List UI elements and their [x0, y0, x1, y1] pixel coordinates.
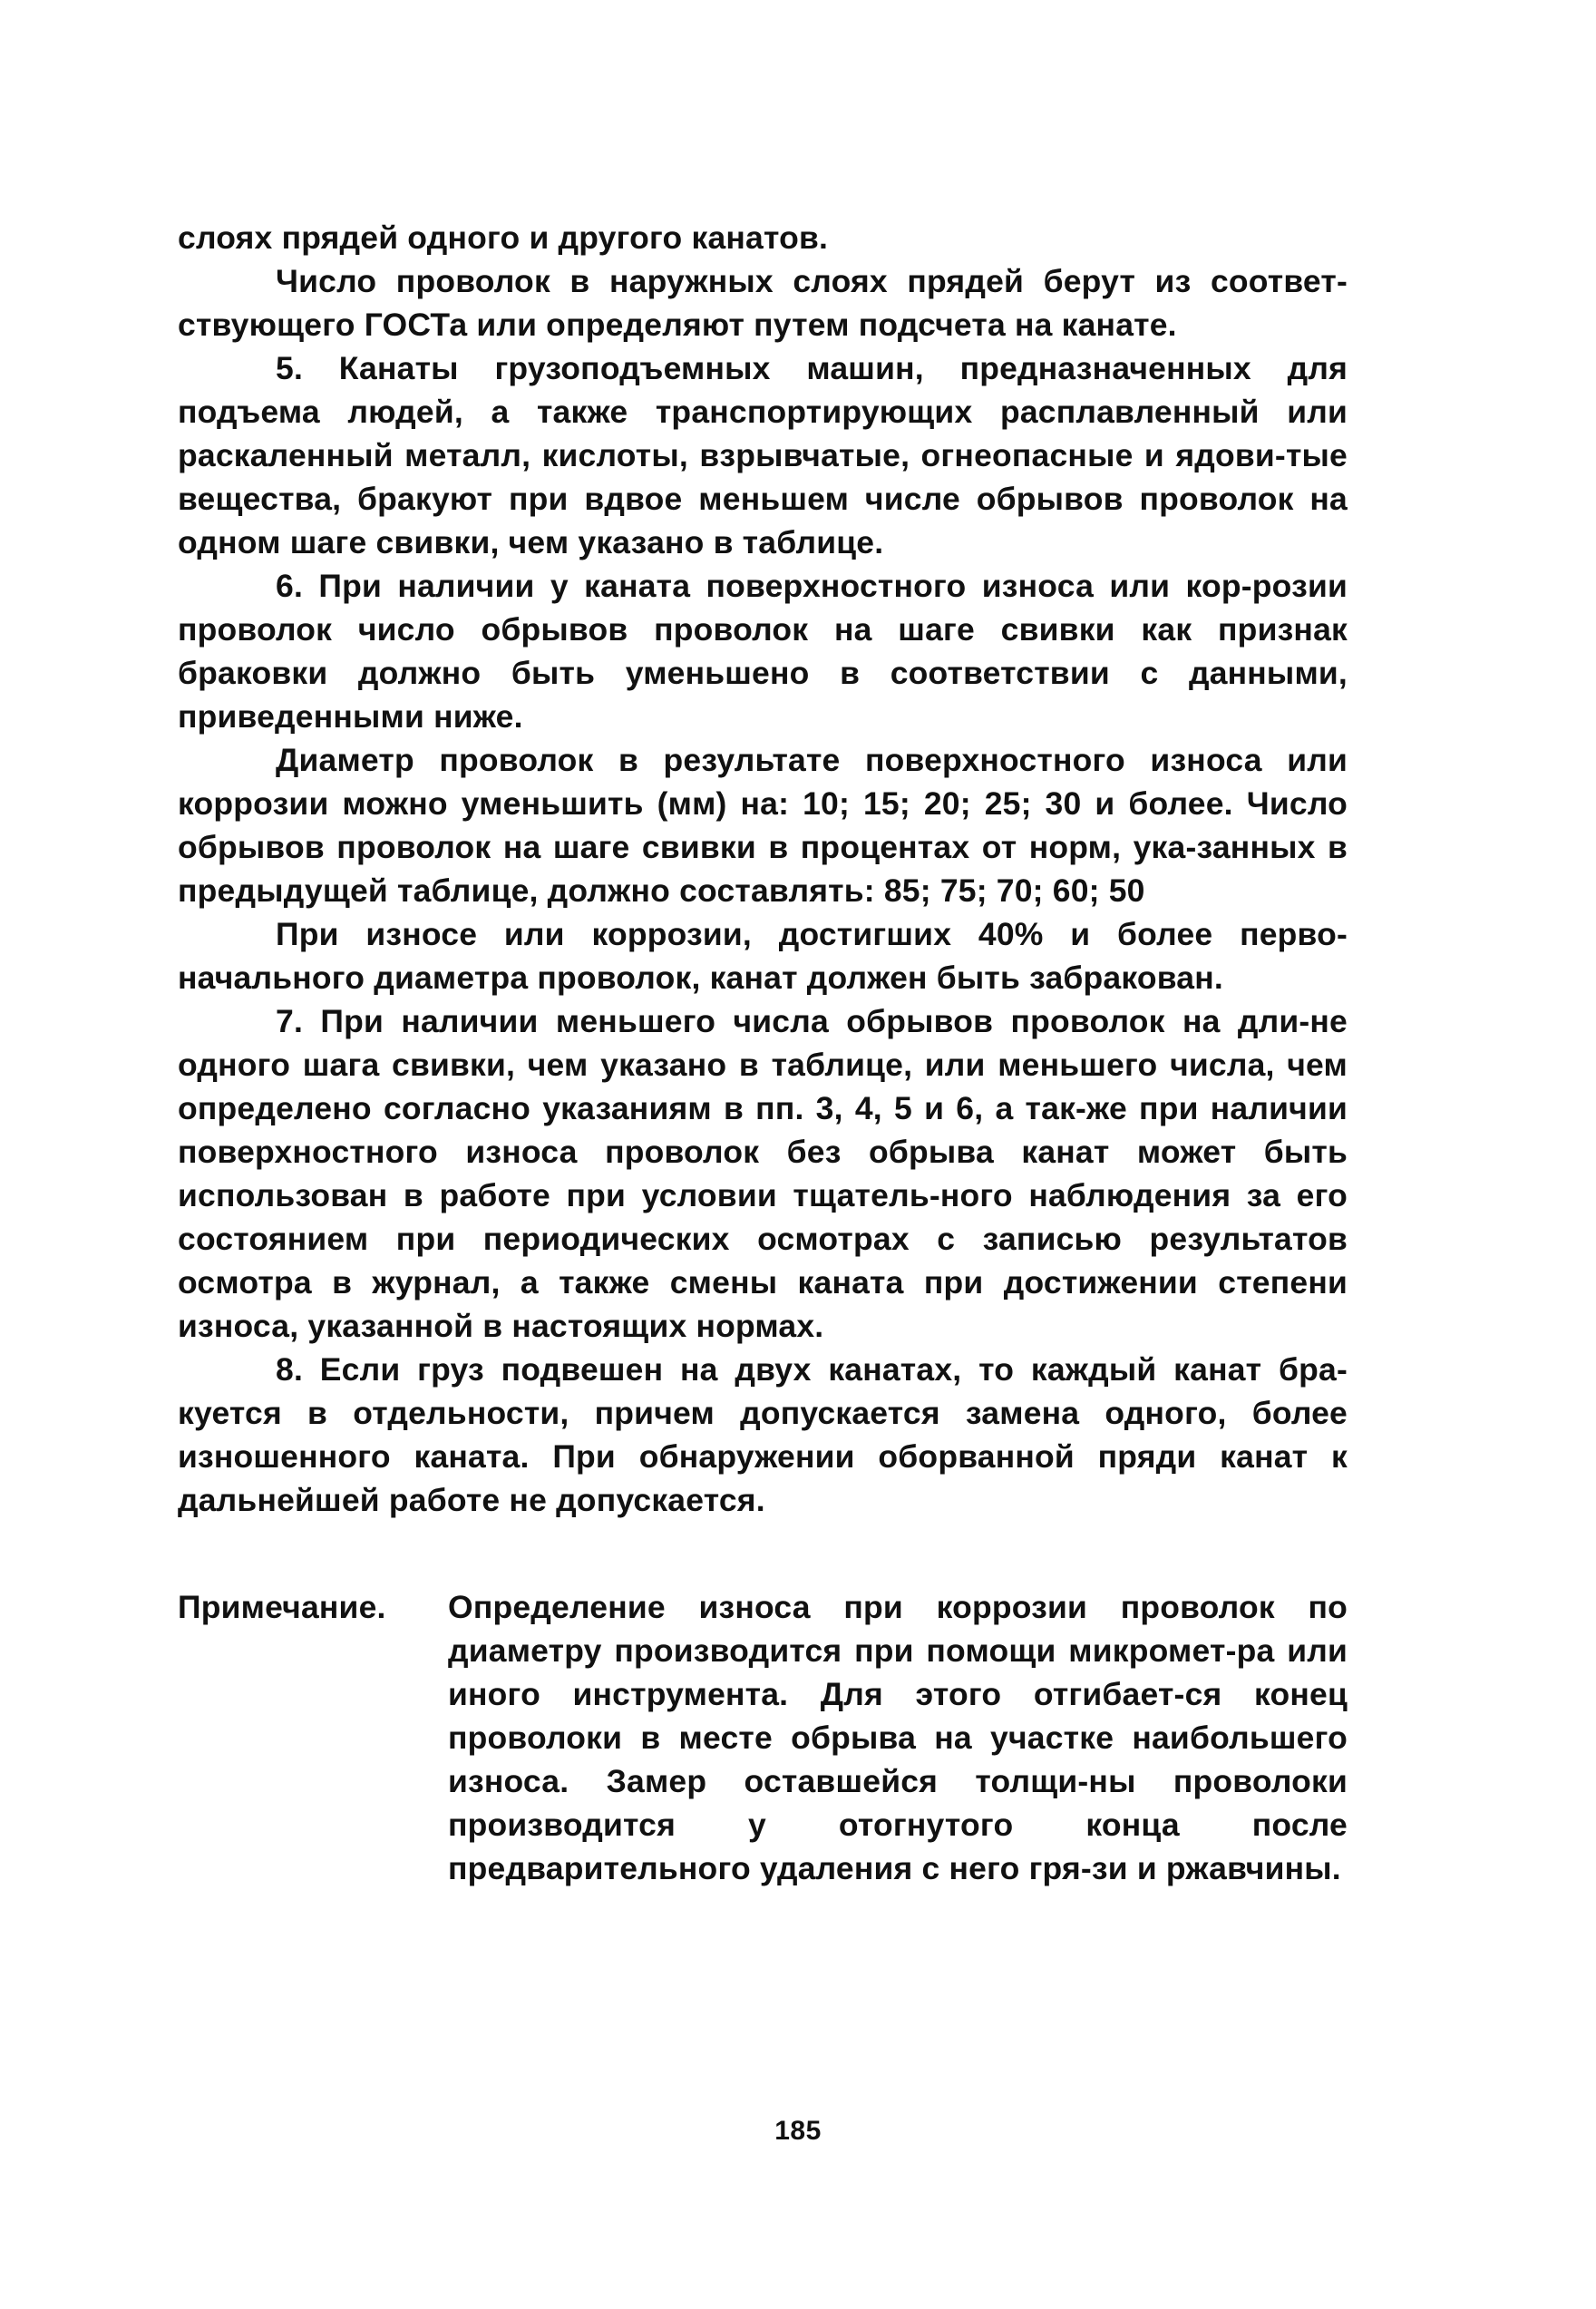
paragraph-item-6: 6. При наличии у каната поверхностного износа или кор-розии проволок число обрывов проволок на шаге свивки как признак браковки должно быть уменьшено в соответствии с данными, приведенными ниже. [178, 568, 1348, 735]
note-block [178, 1585, 1348, 1890]
note-label: Примечание. [178, 1589, 386, 1625]
paragraph-item-5: 5. Канаты грузоподъемных машин, предназначенных для подъема людей, а также транспортирующих расплавленный или раскаленный металл, кислоты, взрывчатые, огнеопасные и ядови-тые вещества, бракуют при вдвое меньшем числе обрывов проволок на одном шаге свивки, чем указано в таблице. [178, 350, 1348, 560]
paragraph-item-7: 7. При наличии меньшего числа обрывов проволок на дли-не одного шага свивки, чем указано в таблице, или меньшего числа, чем определено согласно указаниям в пп. 3, 4, 5 и 6, а так-же при наличии поверхностного износа проволок без обрыва канат может быть использован в работе при условии тщатель-ного наблюдения за его состоянием при периодических осмотрах с записью результатов осмотра в журнал, а также смены каната при достижении степени износа, указанной в настоящих нормах. [178, 1003, 1348, 1344]
paragraph-wire-count: Число проволок в наружных слоях прядей берут из соответ-ствующего ГОСТа или определяют путем подсчета на канате. [178, 263, 1348, 343]
page-number: 185 [774, 2116, 822, 2146]
page-content [178, 216, 1348, 2211]
paragraph-wear-40: При износе или коррозии, достигших 40% и более перво-начального диаметра проволок, канат должен быть забракован. [178, 916, 1348, 996]
note-text: Определение износа при коррозии проволок по диаметру производится при помощи микромет-ра или иного инструмента. Для этого отгибает-ся конец проволоки в месте обрыва на участке наибольшего износа. Замер оставшейся толщи-ны проволоки производится у отогнутого конца после предварительного удаления с него гря-зи и ржавчины. [448, 1589, 1348, 1886]
paragraph-continuation: слоях прядей одного и другого канатов. [178, 219, 829, 256]
paragraph-diameter-data: Диаметр проволок в результате поверхностного износа или коррозии можно уменьшить (мм) на: 10; 15; 20; 25; 30 и более. Число обрывов проволок на шаге свивки в процентах от норм, ука-занных в предыдущей таблице, должно составлять: 85; 75; 70; 60; 50 [178, 742, 1348, 909]
paragraph-item-8: 8. Если груз подвешен на двух канатах, то каждый канат бра-куется в отдельности, причем допускается замена одного, более изношенного каната. При обнаружении оборванной пряди канат к дальнейшей работе не допускается. [178, 1351, 1348, 1518]
